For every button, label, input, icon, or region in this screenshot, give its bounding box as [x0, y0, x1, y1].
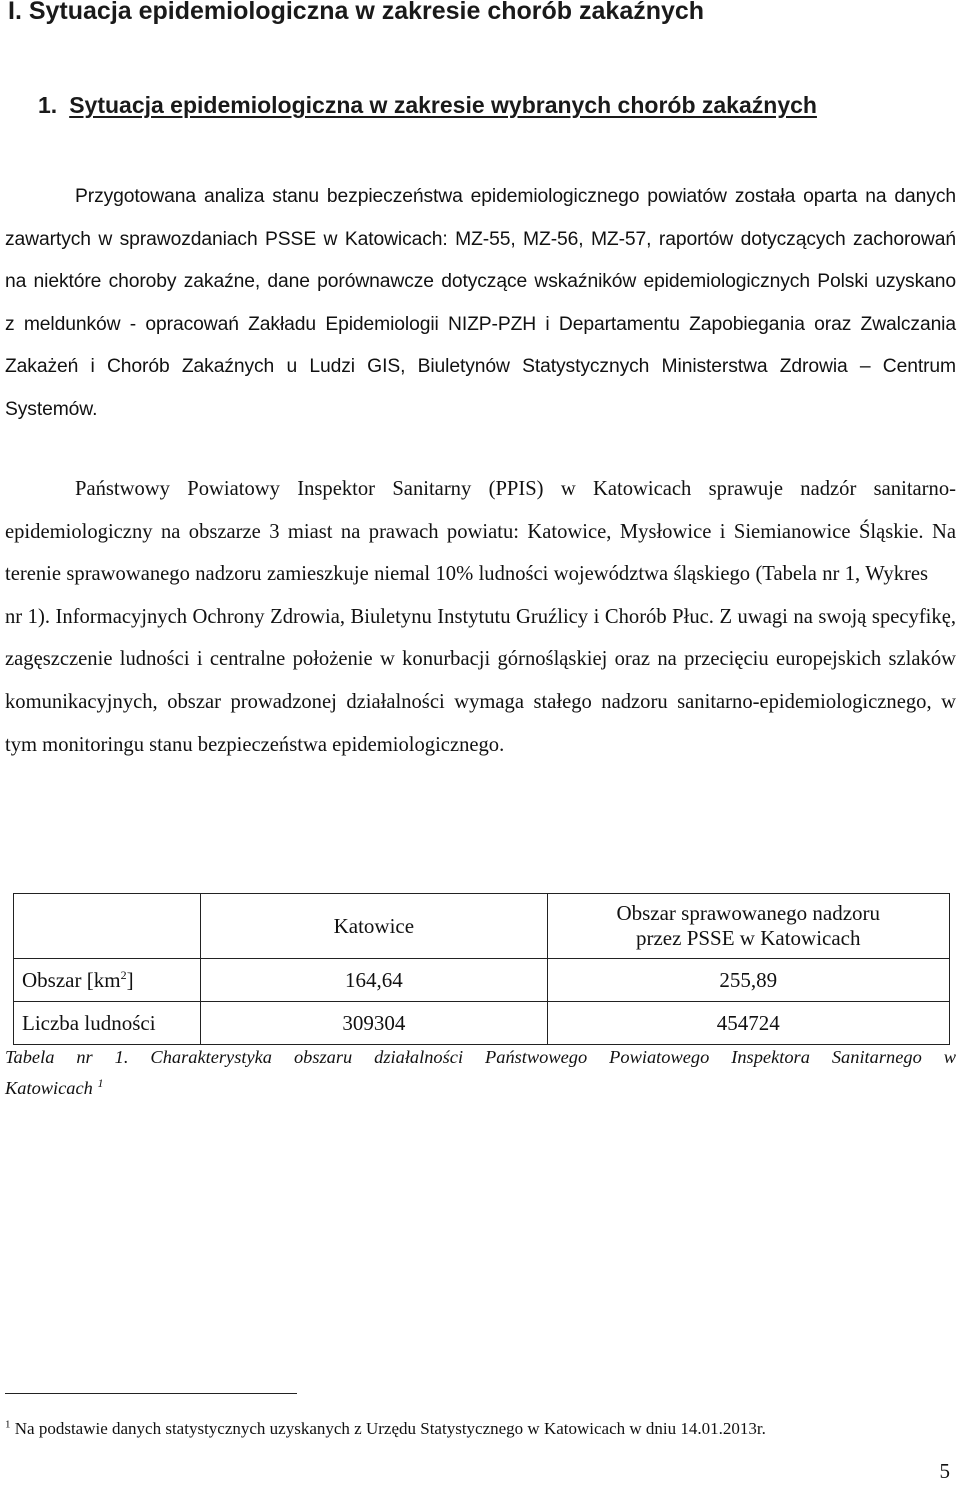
table-row: [14, 959, 950, 1002]
table-header-psse-line1: Obszar sprawowanego nadzoru: [616, 901, 881, 925]
subsection-heading: [38, 88, 817, 122]
footnote-reference: 1: [97, 1075, 104, 1090]
subsection-number: 1.: [38, 92, 58, 118]
table-header-psse-line2: przez PSSE w Katowicach: [635, 926, 861, 950]
area-population-table: [13, 893, 950, 1045]
table-cell-katowice: 309304: [201, 1002, 547, 1045]
table-cell-psse: 255,89: [547, 959, 950, 1002]
table-row-label: Liczba ludności: [14, 1002, 201, 1045]
table-header-katowice: Katowice: [201, 894, 547, 959]
intro-paragraph: Przygotowana analiza stanu bezpieczeństwa epidemiologicznego powiatów została oparta na danych zawartych w sprawozdaniach PSSE w Katowicach: MZ-55, MZ-56, MZ-57, raportów dotyczących zachorowań na niektóre choroby zakaźne, dane porównawcze dotyczące wskaźników epidemiologicznych Polski uzyskano z meldunków - opracowań Zakładu Epidemiologii NIZP-PZH i Departamentu Zapobiegania oraz Zwalczania Zakażeń i Chorób Zakaźnych u Ludzi GIS, Biuletynów Statystycznych Ministerstwa Zdrowia – Centrum Systemów.: [5, 186, 956, 420]
supervision-paragraph: [5, 468, 956, 766]
table-cell-katowice: 164,64: [201, 959, 547, 1002]
table-caption: Tabela nr 1. Charakterystyka obszaru działalności Państwowego Powiatowego Inspektora Sanitarnego w: [5, 1047, 956, 1067]
footnote-text: Na podstawie danych statystycznych uzyskanych z Urzędu Statystycznego w Katowicach w dniu 14.01.2013r.: [14, 1419, 766, 1438]
table-row-label: Obszar $[km^2]$: [14, 959, 201, 1002]
section-heading: I. Sytuacja epidemiologiczna w zakresie chorób zakaźnych: [8, 0, 705, 25]
supervision-paragraph-part2: nr 1). Informacyjnych Ochrony Zdrowia, Biuletynu Instytutu Gruźlicy i Chorób Płuc. Z uwagi na swoją specyfikę, zagęszczenie ludności i centralne położenie w konurbacji górnośląskiej oraz na przecięciu europejskich szlaków komunikacyjnych, obszar prowadzonej działalności wymaga stałego nadzoru sanitarno-epidemiologicznego, w tym monitoringu stanu bezpieczeństwa epidemiologicznego.: [5, 605, 956, 756]
table-caption-line2: Katowicach $^1$: [5, 1075, 104, 1098]
footnote: [5, 1417, 766, 1441]
page-number: 5: [939, 1459, 950, 1483]
supervision-paragraph-part1: Państwowy Powiatowy Inspektor Sanitarny (PPIS) w Katowicach sprawuje nadzór sanitarno-epidemiologiczny na obszarze 3 miast na prawach powiatu: Katowice, Mysłowice i Siemianowice Śląskie. Na terenie sprawowanego nadzoru zamieszkuje niemal 10% ludności województwa śląskiego (Tabela nr 1, Wykres: [5, 478, 956, 586]
table-header-empty: [14, 894, 201, 959]
table-header-psse: [547, 894, 950, 959]
table-header-row: [14, 894, 950, 959]
table-cell-psse: 454724: [547, 1002, 950, 1045]
subsection-title: Sytuacja epidemiologiczna w zakresie wybranych chorób zakaźnych: [69, 92, 817, 118]
footnote-separator: [5, 1393, 297, 1394]
footnote-mark: 1: [5, 1418, 11, 1431]
